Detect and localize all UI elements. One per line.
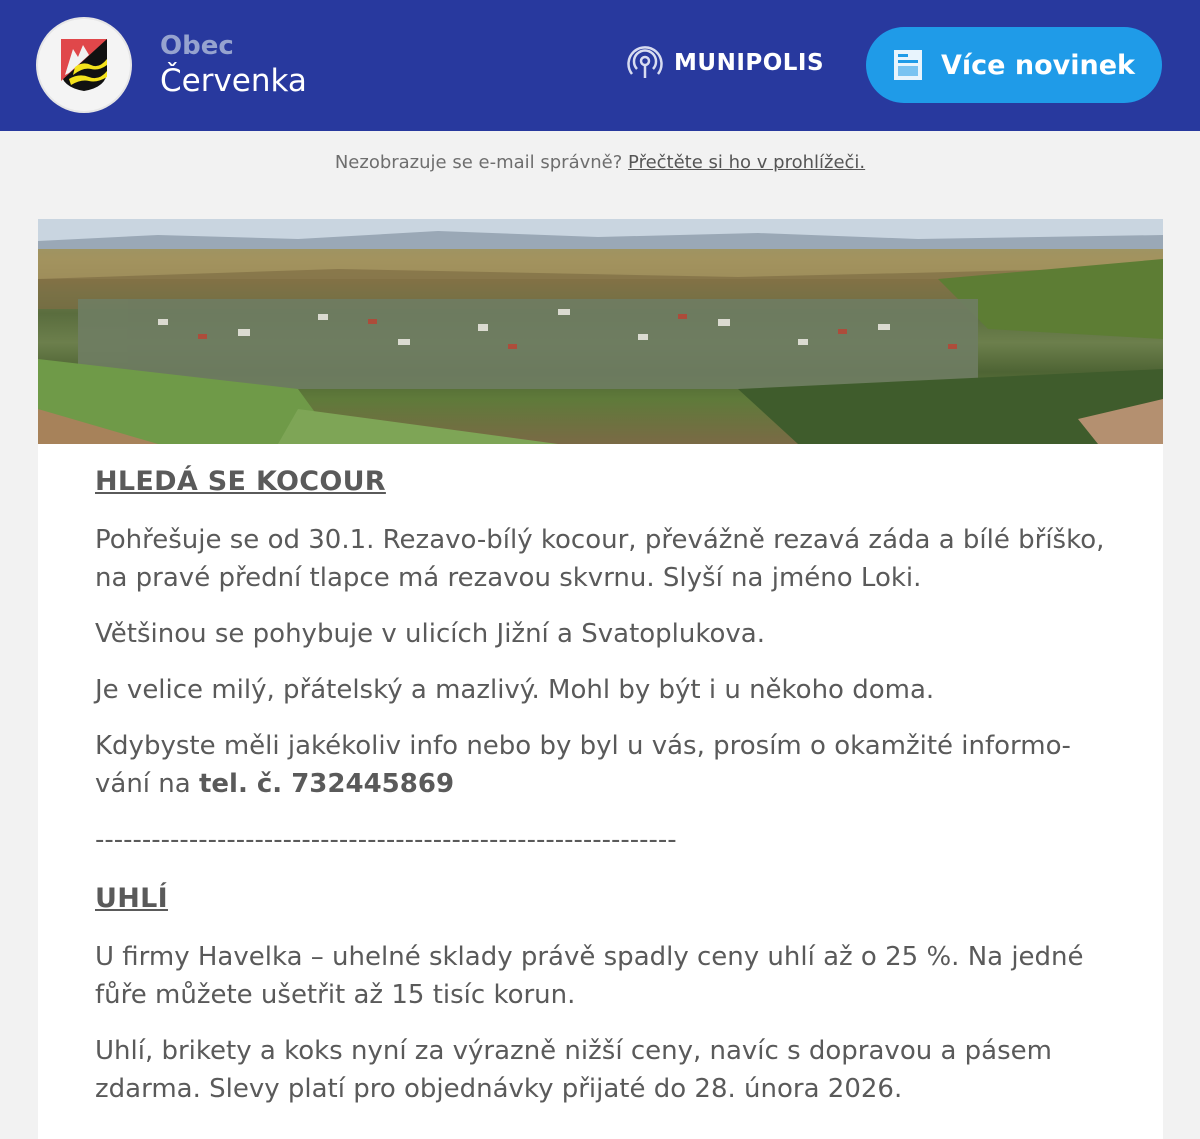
coat-of-arms-icon <box>59 37 109 93</box>
contact-paragraph <box>95 727 1106 803</box>
articles <box>38 466 1163 1108</box>
email-view-notice <box>0 152 1200 173</box>
article-paragraph: Je velice milý, přátelský a mazlivý. Mohl by být i u někoho doma. <box>95 675 935 705</box>
org-prefix: Obec <box>160 31 234 61</box>
contact-phone: tel. č. 732445869 <box>198 769 455 799</box>
article-paragraph: Většinou se pohybuje v ulicích Jižní a Svatoplukova. <box>95 619 765 649</box>
munipolis-brand[interactable] <box>626 44 824 82</box>
village-aerial-photo-icon <box>38 219 1163 444</box>
municipality-logo[interactable] <box>38 19 130 111</box>
view-in-browser-link[interactable]: Přečtěte si ho v prohlížeči. <box>628 152 866 173</box>
newspaper-icon <box>893 49 923 81</box>
notice-text: Nezobrazuje se e-mail správně? <box>334 152 623 173</box>
broadcast-icon <box>626 44 664 82</box>
contact-text: Kdybyste měli jakékoliv info nebo by byl u vás, prosím o okamžité informování na <box>95 731 1071 799</box>
divider: -------------------------------------------------------------- <box>95 825 677 855</box>
header <box>0 0 1200 131</box>
article-paragraph: Uhlí, brikety a koks nyní za výrazně nižší ceny, navíc s dopravou a pásem zdarma. Slevy platí pro objednávky přijaté do 28. února 2026. <box>95 1036 1052 1104</box>
hero-image <box>38 219 1163 444</box>
org-name: Červenka <box>160 63 307 99</box>
article-paragraph: U firmy Havelka – uhelné sklady právě spadly ceny uhlí až o 25 %. Na jedné fůře můžete ušetřit až 15 tisíc korun. <box>95 942 1084 1010</box>
more-news-label: Více novinek <box>941 49 1135 81</box>
newsletter-card <box>38 219 1163 1139</box>
more-news-button[interactable] <box>866 27 1162 103</box>
article-title: HLEDÁ SE KOCOUR <box>95 466 386 497</box>
article-title: UHLÍ <box>95 883 168 914</box>
article-paragraph: Pohřešuje se od 30.1. Rezavo-bílý kocour, převážně rezavá záda a bílé bříško, na pravé přední tlapce má rezavou skvrnu. Slyší na jméno Loki. <box>95 525 1105 593</box>
brand-label: MUNIPOLIS <box>674 50 825 76</box>
